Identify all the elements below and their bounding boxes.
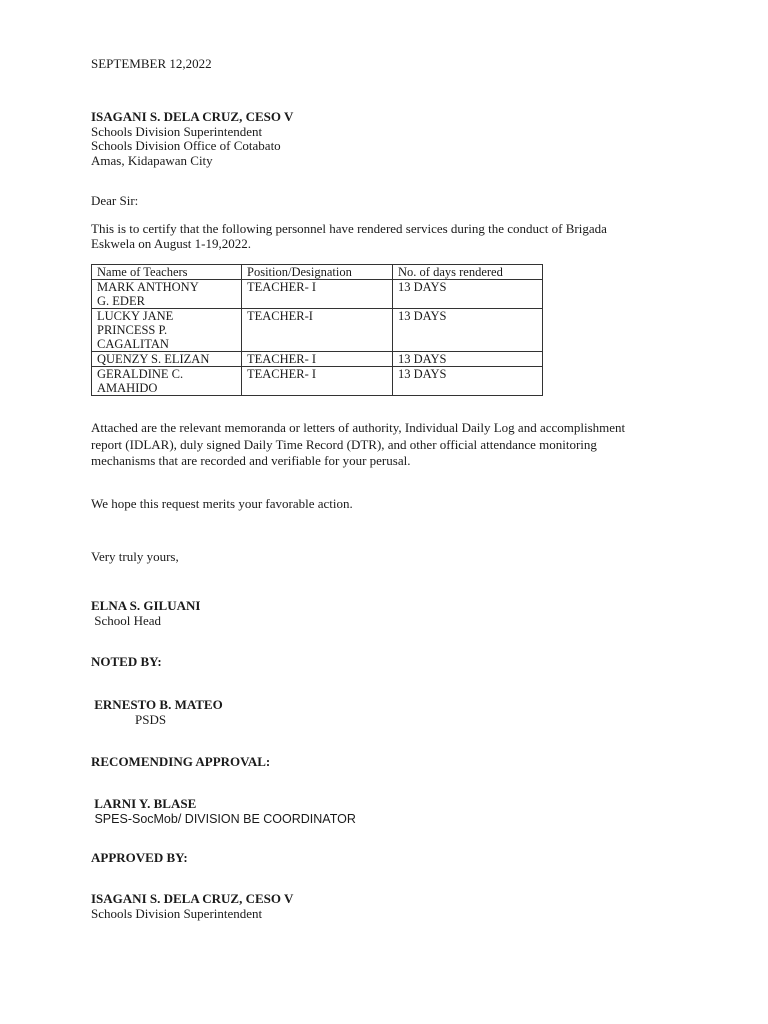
recommending-approval-label: RECOMENDING APPROVAL:	[91, 754, 271, 769]
days-cell: 13 DAYS	[393, 367, 543, 396]
days-cell: 13 DAYS	[393, 309, 543, 352]
signatory-name: ELNA S. GILUANI	[91, 598, 201, 613]
position-cell: TEACHER-I	[242, 309, 393, 352]
teacher-name-cell: MARK ANTHONY G. EDER	[92, 280, 242, 309]
signatory-title: School Head	[91, 612, 162, 628]
column-header: Position/Designation	[242, 265, 393, 280]
complimentary-close: Very truly yours,	[91, 549, 179, 564]
teacher-name-cell: LUCKY JANE PRINCESS P. CAGALITAN	[92, 309, 242, 352]
position-cell: TEACHER- I	[242, 367, 393, 396]
addressee-office: Schools Division Office of Cotabato	[91, 138, 281, 154]
addressee-block	[91, 110, 293, 168]
recommending-name: LARNI Y. BLASE	[91, 796, 197, 811]
recommending-title: SPES-SocMob/ DIVISION BE COORDINATOR	[91, 811, 356, 826]
table-row	[92, 280, 543, 309]
table-header-row	[92, 265, 543, 280]
noted-by-name: ERNESTO B. MATEO	[91, 697, 223, 712]
table-row	[92, 309, 543, 352]
addressee-title: Schools Division Superintendent	[91, 123, 263, 139]
days-cell: 13 DAYS	[393, 280, 543, 309]
recommending-block	[91, 797, 356, 826]
addressee-address: Amas, Kidapawan City	[91, 152, 213, 168]
position-cell: TEACHER- I	[242, 352, 393, 367]
table-row	[92, 352, 543, 367]
intro-paragraph: This is to certify that the following personnel have rendered services during the conduct of Brigada Eskwela on August 1-19,2022.	[91, 221, 607, 251]
addressee-name: ISAGANI S. DELA CRUZ, CESO V	[91, 109, 294, 124]
days-cell: 13 DAYS	[393, 352, 543, 367]
noted-by-label: NOTED BY:	[91, 654, 162, 669]
approved-by-label: APPROVED BY:	[91, 850, 188, 865]
position-cell: TEACHER- I	[242, 280, 393, 309]
approved-by-title: Schools Division Superintendent	[91, 905, 263, 921]
column-header: No. of days rendered	[393, 265, 543, 280]
letter-date: SEPTEMBER 12,2022	[91, 56, 212, 71]
column-header: Name of Teachers	[92, 265, 242, 280]
teacher-name-cell: GERALDINE C. AMAHIDO	[92, 367, 242, 396]
approved-by-block	[91, 892, 293, 921]
personnel-table	[91, 264, 543, 396]
noted-by-block	[91, 698, 223, 727]
attachments-paragraph: Attached are the relevant memoranda or letters of authority, Individual Daily Log and accomplishment report (IDLAR), duly signed Daily Time Record (DTR), and other official attendance monitoring mechanisms that are recorded and verifiable for your perusal.	[91, 420, 626, 468]
signatory-block	[91, 599, 200, 628]
teacher-name-cell: QUENZY S. ELIZAN	[92, 352, 242, 367]
approved-by-name: ISAGANI S. DELA CRUZ, CESO V	[91, 891, 294, 906]
closing-request: We hope this request merits your favorable action.	[91, 496, 353, 511]
salutation: Dear Sir:	[91, 193, 139, 208]
table-row	[92, 367, 543, 396]
noted-by-title: PSDS	[135, 711, 167, 727]
